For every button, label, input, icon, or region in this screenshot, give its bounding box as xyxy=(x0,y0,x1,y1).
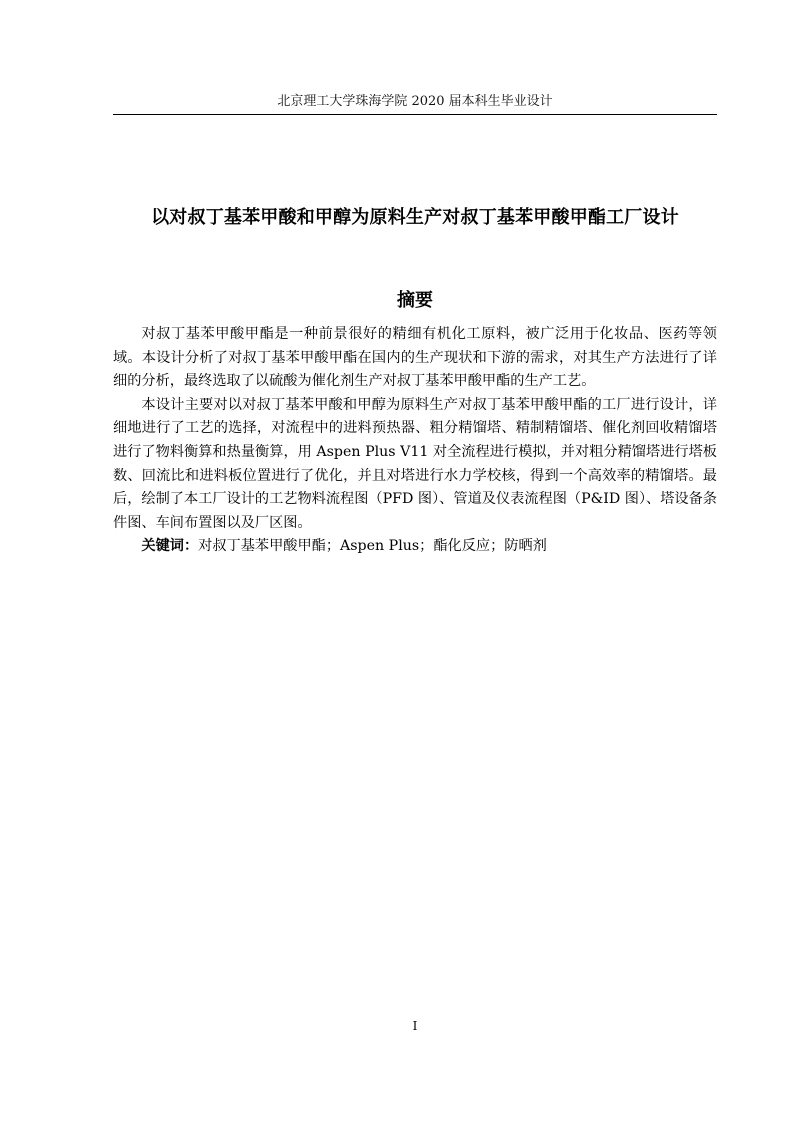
document-title: 以对叔丁基苯甲酸和甲醇为原料生产对叔丁基苯甲酸甲酯工厂设计 xyxy=(151,207,679,228)
keywords-line xyxy=(113,535,717,559)
page-header: 北京理工大学珠海学院 2020 届本科生毕业设计 xyxy=(277,94,553,109)
header-rule xyxy=(113,114,717,115)
abstract-body xyxy=(113,323,717,559)
keywords-label: 关键词： xyxy=(141,538,199,555)
page-number: I xyxy=(412,1019,418,1033)
keywords-text: 对叔丁基苯甲酸甲酯；Aspen Plus；酯化反应；防晒剂 xyxy=(198,538,547,555)
abstract-paragraph-2: 本设计主要对以对叔丁基苯甲酸和甲醇为原料生产对叔丁基苯甲酸甲酯的工厂进行设计，详细地进行了工艺的选择，对流程中的进料预热器、粗分精馏塔、精制精馏塔、催化剂回收精馏塔进行了物料衡算和热量衡算，用 Aspen Plus V11 对全流程进行模拟，并对粗分精馏塔进行塔板数、回流比和进料板位置进行了优化，并且对塔进行水力学校核，得到一个高效率的精馏塔。最后，绘制了本工厂设计的工艺物料流程图（PFD 图）、管道及仪表流程图（P&ID 图）、塔设备条件图、车间布置图以及厂区图。 xyxy=(113,396,717,531)
abstract-heading: 摘要 xyxy=(397,290,433,311)
abstract-paragraph-1: 对叔丁基苯甲酸甲酯是一种前景很好的精细有机化工原料，被广泛用于化妆品、医药等领域。本设计分析了对叔丁基苯甲酸甲酯在国内的生产现状和下游的需求，对其生产方法进行了详细的分析，最终选取了以硫酸为催化剂生产对叔丁基苯甲酸甲酯的生产工艺。 xyxy=(113,326,717,390)
